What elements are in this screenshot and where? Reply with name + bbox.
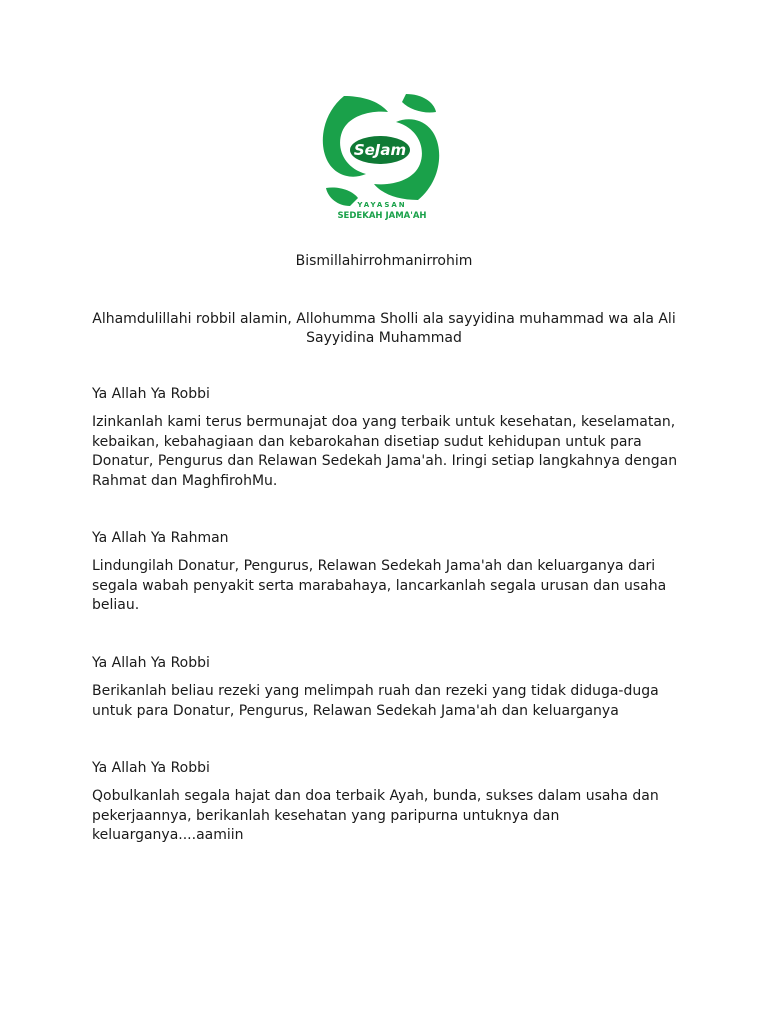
logo-sub-text-1: YAYASAN — [357, 201, 407, 209]
section-body: Lindungilah Donatur, Pengurus, Relawan Sedekah Jama'ah dan keluarganya dari segala wabah penyakit serta marabahaya, lancarkanlah segala urusan dan usaha beliau. — [92, 558, 667, 613]
section-heading: Ya Allah Ya Robbi — [92, 760, 210, 776]
section-heading: Ya Allah Ya Robbi — [92, 655, 210, 671]
section-heading: Ya Allah Ya Rahman — [92, 530, 229, 546]
logo-brand-text: SeJam — [353, 141, 407, 159]
section-body: Berikanlah beliau rezeki yang melimpah ruah dan rezeki yang tidak diduga-duga untuk para Donatur, Pengurus, Relawan Sedekah Jama'ah dan keluarganya — [92, 683, 659, 719]
section-body: Izinkanlah kami terus bermunajat doa yang terbaik untuk kesehatan, keselamatan, kebaikan, kebahagiaan dan kebarokahan disetiap sudut kehidupan untuk para Donatur, Pengurus dan Relawan Sedekah Jama'ah. Iringi setiap langkahnya dengan Rahmat dan MaghfirohMu. — [92, 414, 678, 489]
sejam-logo — [310, 88, 452, 224]
section-heading: Ya Allah Ya Robbi — [92, 386, 210, 402]
opening-line: Bismillahirrohmanirrohim — [295, 253, 473, 269]
logo-sub-text-2: SEDEKAH JAMA'AH — [337, 211, 427, 221]
salawat-line: Alhamdulillahi robbil alamin, Allohumma Sholli ala sayyidina muhammad wa ala Ali Sayyidina Muhammad — [92, 311, 676, 346]
section-body: Qobulkanlah segala hajat dan doa terbaik Ayah, bunda, sukses dalam usaha dan pekerjaannya, berikanlah kesehatan yang paripurna untuknya dan keluarganya....aamiin — [92, 788, 659, 843]
